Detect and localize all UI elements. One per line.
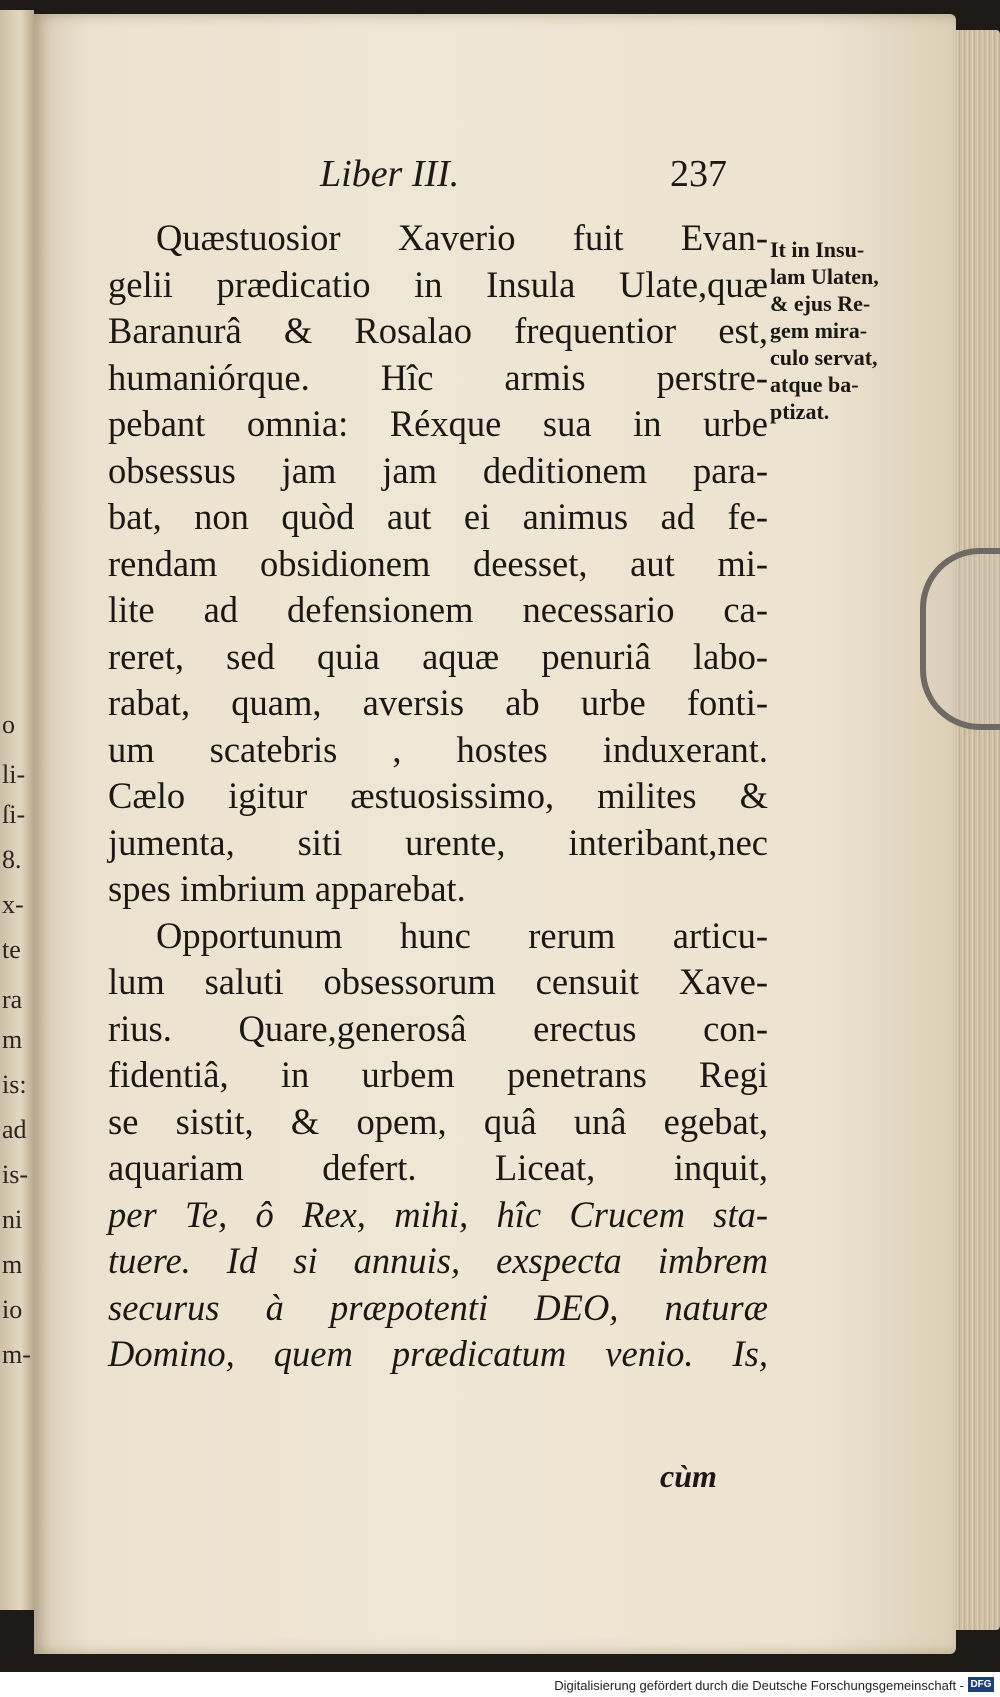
text-line: per Te, ô Rex, mihi, hîc Crucem sta-	[108, 1193, 768, 1235]
adjacent-fragment: 8.	[2, 845, 22, 874]
text-line: bat, non quòd aut ei animus ad fe-	[108, 496, 768, 537]
adjacent-page-edge	[0, 10, 34, 1610]
text-line: tuere. Id si annuis, exspecta imbrem	[108, 1240, 768, 1281]
adjacent-fragment: ad	[2, 1115, 27, 1144]
text-line: gelii prædicatio in Insula Ulate,quæ	[108, 263, 768, 305]
margin-note-line: ptizat.	[770, 399, 830, 424]
page-clip	[920, 548, 1000, 730]
margin-note-line: culo servat,	[770, 345, 878, 370]
text-line: Cælo igitur æstuosissimo, milites &	[108, 775, 768, 816]
dfg-logo: DFG	[968, 1677, 994, 1692]
text-line: Opportunum hunc rerum articu-	[156, 914, 768, 956]
adjacent-fragment: is-	[2, 1160, 28, 1189]
text-line: lum saluti obsessorum censuit Xave-	[108, 961, 768, 1002]
adjacent-fragment: te	[2, 935, 21, 964]
adjacent-fragment: x-	[2, 890, 24, 919]
text-line: spes imbrium apparebat.	[108, 868, 466, 909]
adjacent-fragment: ſi-	[2, 800, 26, 829]
text-line: fidentiâ, in urbem penetrans Regi	[108, 1054, 768, 1095]
margin-note-line: It in Insu-	[770, 237, 865, 262]
text-line: aquariam defert. Liceat, inquit,	[108, 1147, 768, 1188]
body-text	[108, 215, 768, 1378]
page-block-edge	[956, 30, 1000, 1630]
text-line: rabat, quam, aversis ab urbe fonti-	[108, 682, 768, 723]
text-line: um scatebris , hostes induxerant.	[108, 728, 768, 770]
text-line: pebant omnia: Réxque sua in urbe	[108, 403, 768, 444]
adjacent-fragment: is:	[2, 1070, 27, 1099]
margin-note-line: & ejus Re-	[770, 291, 871, 316]
digitization-footer	[0, 1672, 1000, 1697]
page-number: 237	[670, 153, 727, 195]
text-line: se sistit, & opem, quâ unâ egebat,	[108, 1100, 768, 1142]
text-line: securus à præpotenti DEO, naturæ	[108, 1286, 768, 1328]
text-line: lite ad defensionem necessario ca-	[108, 589, 768, 630]
running-head-title: Liber III.	[320, 153, 460, 195]
margin-note-line: lam Ulaten,	[770, 264, 879, 289]
adjacent-fragment: m-	[2, 1340, 31, 1369]
footer-credit: Digitalisierung gefördert durch die Deutsche Forschungsgemeinschaft -	[554, 1678, 964, 1693]
adjacent-fragment: m	[2, 1250, 23, 1279]
adjacent-fragment: io	[2, 1295, 23, 1324]
text-line: reret, sed quia aquæ penuriâ labo-	[108, 635, 768, 677]
adjacent-fragment: ni	[2, 1205, 23, 1234]
text-line: Baranurâ & Rosalao frequentior est,	[108, 310, 768, 351]
text-line: Quæstuosior Xaverio fuit Evan-	[156, 217, 768, 258]
margin-note-line: atque ba-	[770, 372, 859, 397]
catchword: cùm	[660, 1458, 717, 1494]
adjacent-fragment: li-	[2, 760, 26, 789]
text-line: rius. Quare,generosâ erectus con-	[108, 1007, 768, 1049]
adjacent-fragment: o	[2, 710, 15, 739]
adjacent-fragment: ra	[2, 985, 23, 1014]
text-line: humaniórque. Hîc armis perstre-	[108, 356, 768, 398]
text-line: Domino, quem prædicatum venio. Is,	[108, 1333, 768, 1374]
margin-note-line: gem mira-	[770, 318, 868, 343]
text-line: jumenta, siti urente, interibant,nec	[108, 821, 768, 863]
text-line: rendam obsidionem deesset, aut mi-	[108, 542, 768, 584]
text-line: obsessus jam jam deditionem para-	[108, 449, 768, 491]
marginal-note	[770, 236, 938, 425]
adjacent-fragment: m	[2, 1025, 23, 1054]
